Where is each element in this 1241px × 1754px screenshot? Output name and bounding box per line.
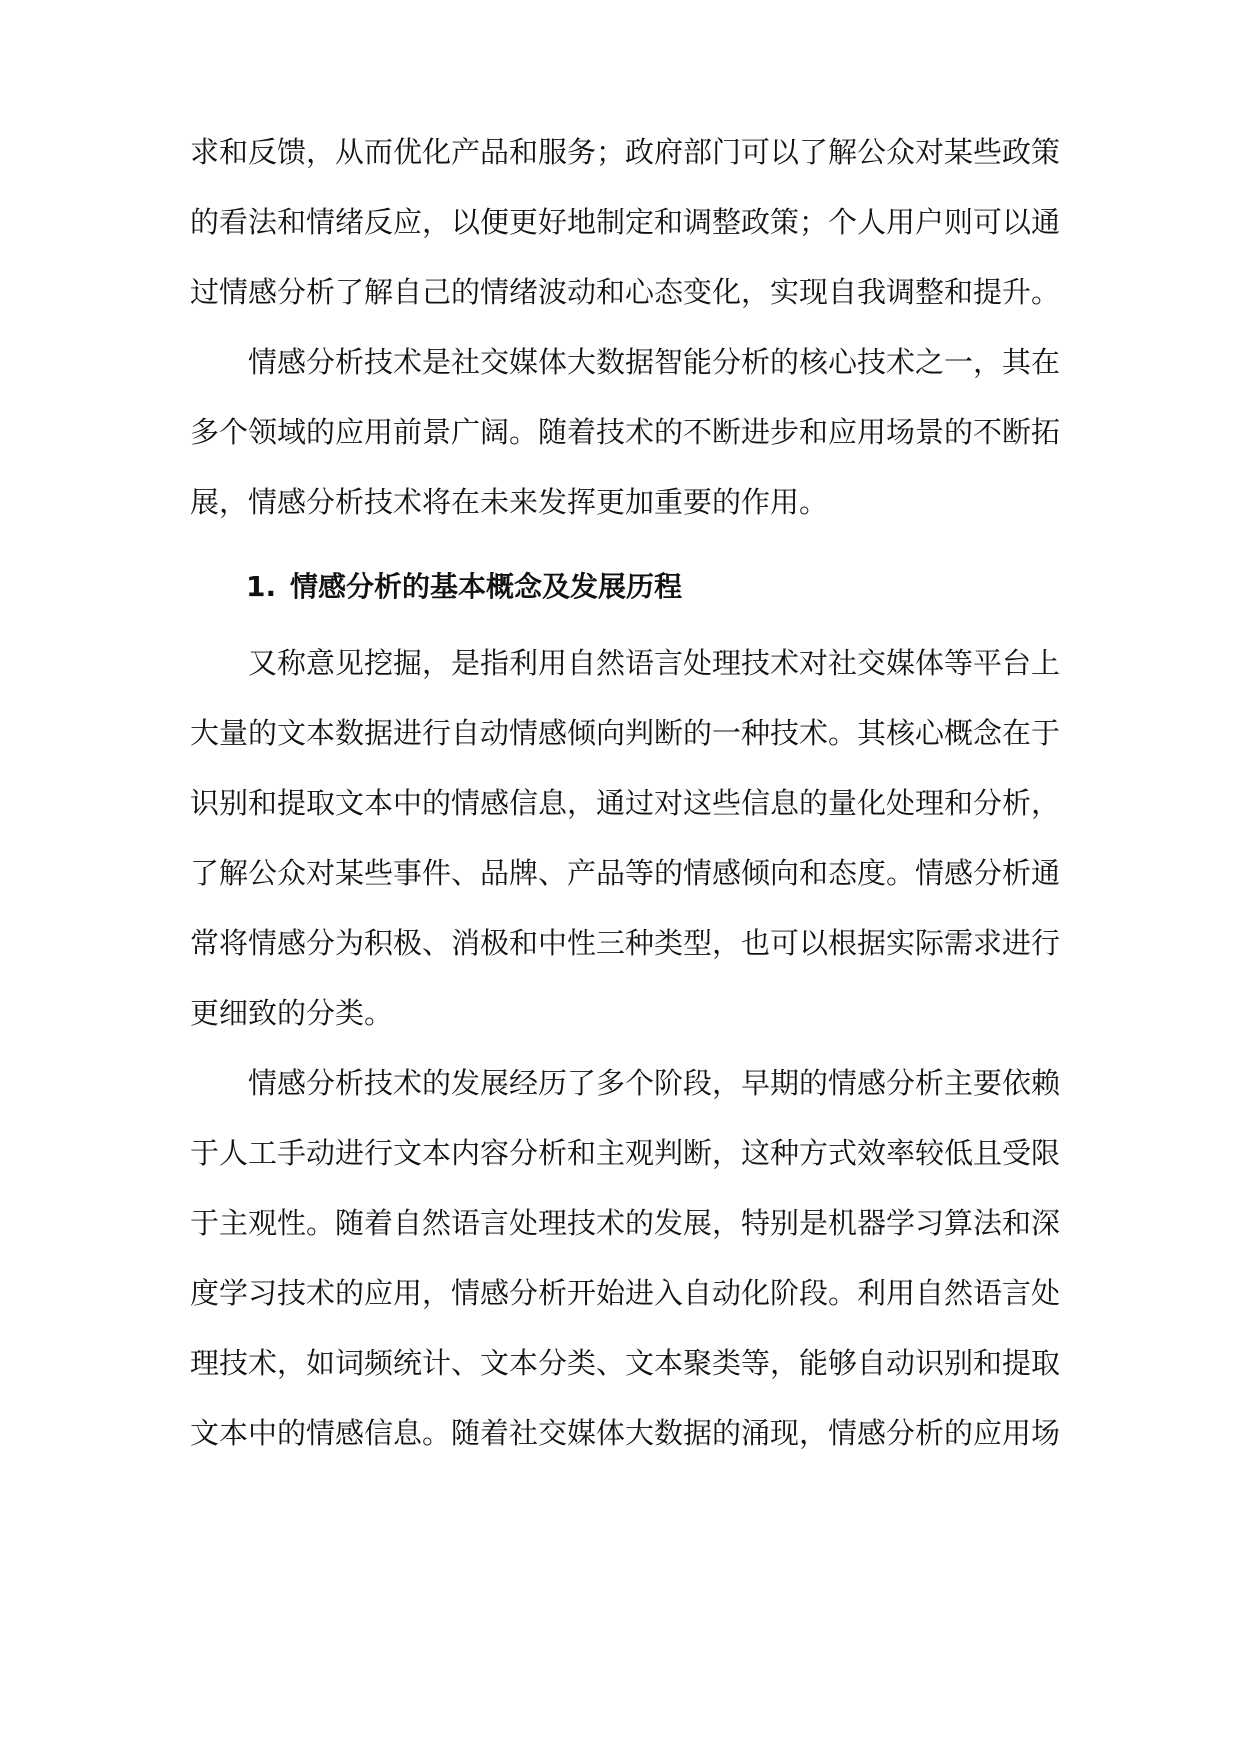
paragraph-1-line-2: 的看法和情绪反应，以便更好地制定和调整政策；个人用户则可以通 — [190, 205, 1061, 239]
paragraph-4-line-4: 度学习技术的应用，情感分析开始进入自动化阶段。利用自然语言处 — [190, 1276, 1061, 1310]
paragraph-4-line-1: 情感分析技术的发展经历了多个阶段，早期的情感分析主要依赖 — [248, 1066, 1061, 1100]
paragraph-3-line-2: 大量的文本数据进行自动情感倾向判断的一种技术。其核心概念在于 — [190, 716, 1061, 750]
paragraph-3-line-3: 识别和提取文本中的情感信息，通过对这些信息的量化处理和分析， — [190, 786, 1061, 820]
section-heading-title: 情感分析的基本概念及发展历程 — [290, 570, 683, 603]
paragraph-4-line-3: 于主观性。随着自然语言处理技术的发展，特别是机器学习算法和深 — [190, 1206, 1061, 1240]
paragraph-1-line-3: 过情感分析了解自己的情绪波动和心态变化，实现自我调整和提升。 — [190, 275, 1061, 309]
paragraph-3-line-6: 更细致的分类。 — [190, 996, 394, 1030]
paragraph-1-line-1: 求和反馈，从而优化产品和服务；政府部门可以了解公众对某些政策 — [190, 135, 1061, 169]
section-heading-number: 1. — [246, 570, 277, 603]
paragraph-3-line-4: 了解公众对某些事件、品牌、产品等的情感倾向和态度。情感分析通 — [190, 856, 1061, 890]
paragraph-2-line-3: 展，情感分析技术将在未来发挥更加重要的作用。 — [190, 485, 829, 519]
paragraph-2-line-2: 多个领域的应用前景广阔。随着技术的不断进步和应用场景的不断拓 — [190, 415, 1061, 449]
paragraph-4-line-6: 文本中的情感信息。随着社交媒体大数据的涌现，情感分析的应用场 — [190, 1416, 1061, 1450]
paragraph-4-line-2: 于人工手动进行文本内容分析和主观判断，这种方式效率较低且受限 — [190, 1136, 1061, 1170]
paragraph-3-line-5: 常将情感分为积极、消极和中性三种类型，也可以根据实际需求进行 — [190, 926, 1061, 960]
paragraph-3-line-1: 又称意见挖掘，是指利用自然语言处理技术对社交媒体等平台上 — [248, 646, 1061, 680]
paragraph-2-line-1: 情感分析技术是社交媒体大数据智能分析的核心技术之一，其在 — [248, 345, 1061, 379]
paragraph-4-line-5: 理技术，如词频统计、文本分类、文本聚类等，能够自动识别和提取 — [190, 1346, 1061, 1380]
section-heading — [246, 567, 682, 607]
